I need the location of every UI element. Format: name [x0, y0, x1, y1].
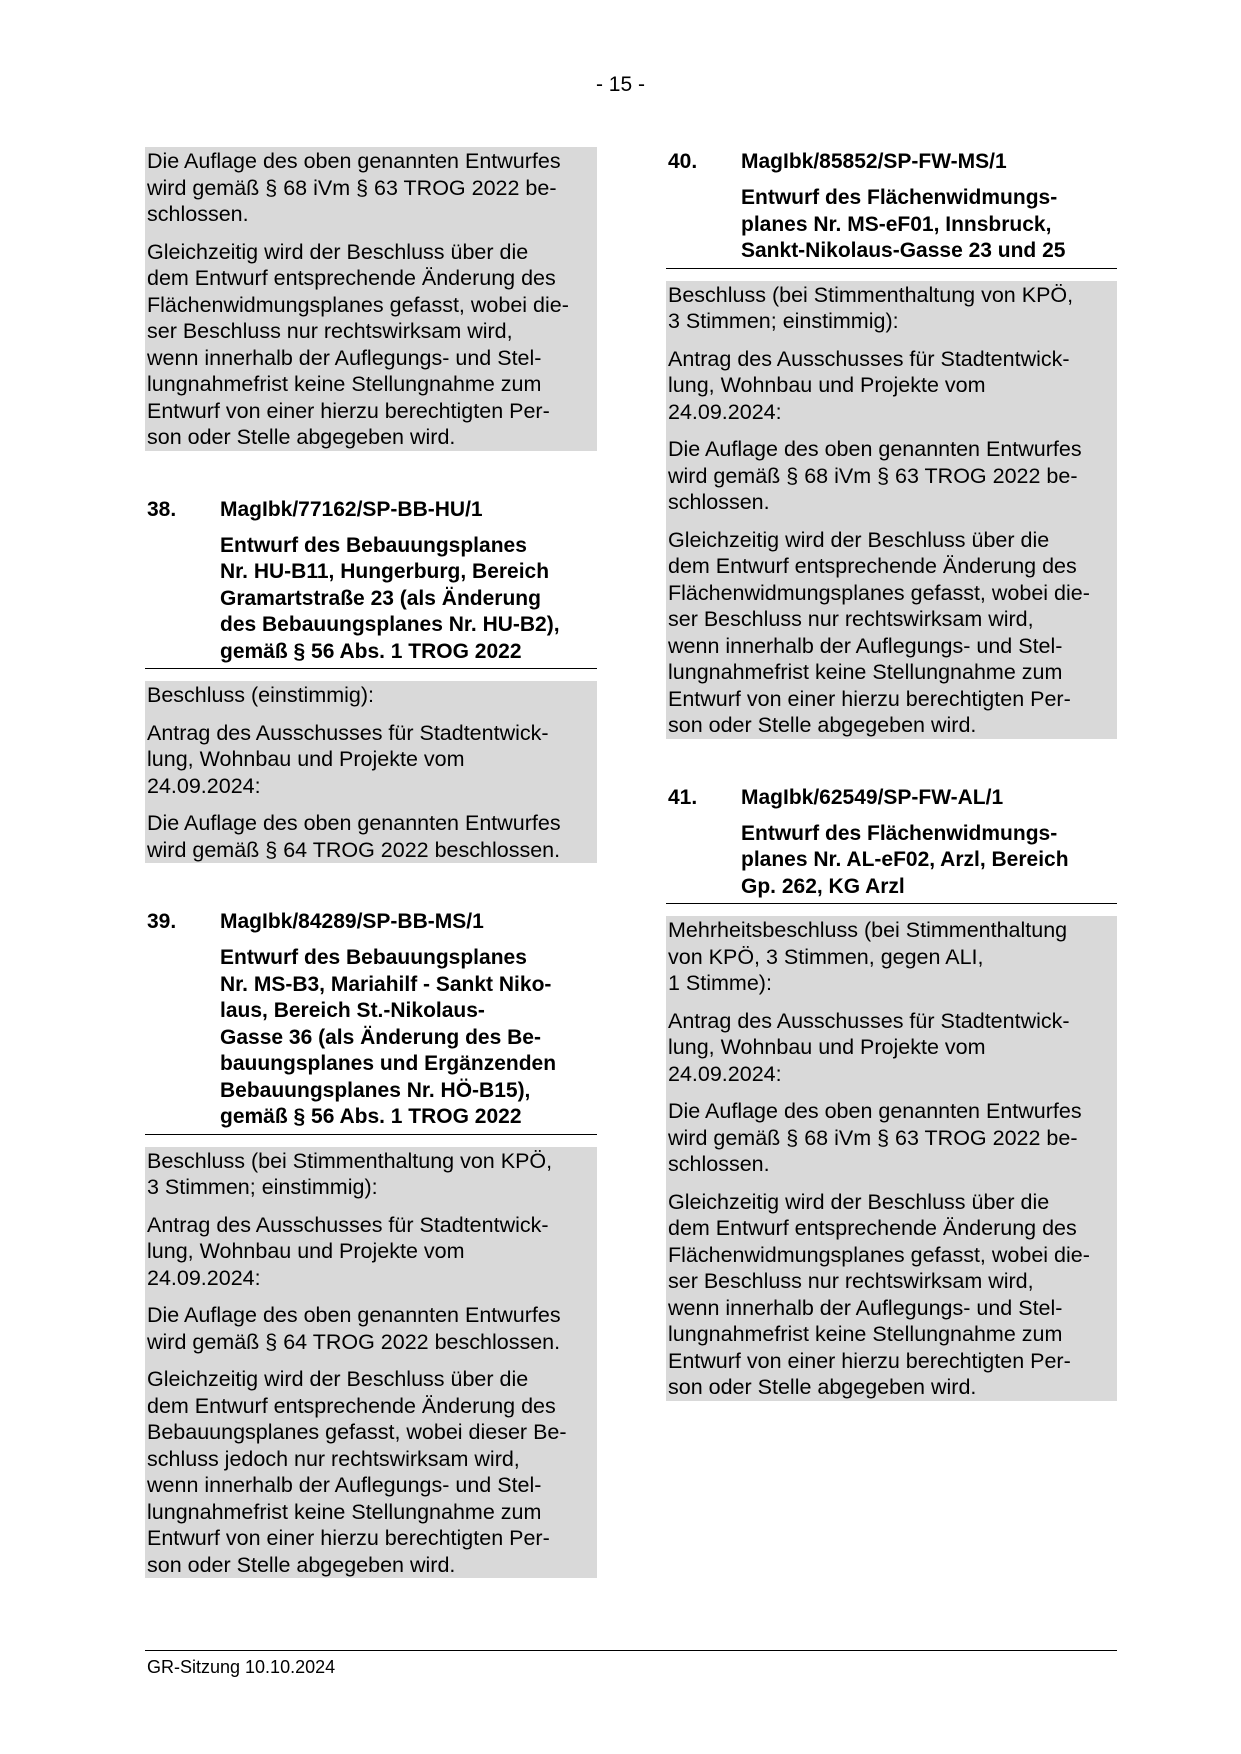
left-column [145, 147, 597, 1579]
divider [666, 903, 1117, 904]
agenda-item-39 [145, 907, 597, 1578]
paragraph: Antrag des Ausschusses für Stadtentwick- lung, Wohnbau und Projekte vom 24.09.2024: [147, 1212, 549, 1290]
resolution-block [145, 681, 597, 863]
divider [145, 668, 597, 669]
resolution-block [666, 281, 1117, 739]
item-title: Entwurf des Bebauungsplanes Nr. HU-B11, Hungerburg, Bereich Gramartstraße 23 (als Änderung des Bebauungsplanes Nr. HU-B2), gemäß § 56 Abs. 1 TROG 2022 [220, 533, 560, 663]
page-number: - 15 - [595, 73, 645, 96]
right-column [666, 147, 1117, 1402]
paragraph: Beschluss (bei Stimmenthaltung von KPÖ, 3 Stimmen; einstimmig): [668, 282, 1074, 333]
item-number: 41. [668, 785, 698, 809]
resolution-block [145, 1147, 597, 1579]
paragraph: Gleichzeitig wird der Beschluss über die dem Entwurf entsprechende Änderung des Flächenwidmungsplanes gefasst, wobei die- ser Beschluss nur rechtswirksam wird, wenn innerhalb der Auflegungs- und Stel- lungnahmefrist keine Stellungnahme zum Entwurf von einer hierzu berechtigten Per- son oder Stelle abgegeben wird. [668, 527, 1090, 737]
item-heading [668, 783, 1117, 811]
paragraph: Beschluss (bei Stimmenthaltung von KPÖ, 3 Stimmen; einstimmig): [147, 1148, 553, 1199]
item-heading [668, 147, 1117, 175]
paragraph: Gleichzeitig wird der Beschluss über die dem Entwurf entsprechende Änderung des Flächenwidmungsplanes gefasst, wobei die- ser Beschluss nur rechtswirksam wird, wenn innerhalb der Auflegungs- und Stel- lungnahmefrist keine Stellungnahme zum Entwurf von einer hierzu berechtigten Per- son oder Stelle abgegeben wird. [147, 239, 569, 449]
footer: GR-Sitzung 10.10.2024 [147, 1657, 336, 1677]
item-number: 38. [147, 497, 177, 521]
item-title: Entwurf des Bebauungsplanes Nr. MS-B3, Mariahilf - Sankt Niko- laus, Bereich St.-Nikolaus- Gasse 36 (als Änderung des Be- bauungsplanes und Ergänzenden Bebauungsplanes Nr. HÖ-B15), gemäß § 56 Abs. 1 TROG 2022 [220, 946, 557, 1128]
paragraph: Die Auflage des oben genannten Entwurfes wird gemäß § 68 iVm § 63 TROG 2022 be- schlossen. [668, 437, 1082, 514]
paragraph: Mehrheitsbeschluss (bei Stimmenthaltung von KPÖ, 3 Stimmen, gegen ALI, 1 Stimme): [668, 918, 1068, 995]
agenda-item-40 [666, 147, 1117, 739]
resolution-block [666, 916, 1117, 1401]
paragraph: Antrag des Ausschusses für Stadtentwick- lung, Wohnbau und Projekte vom 24.09.2024: [668, 346, 1070, 424]
paragraph: Antrag des Ausschusses für Stadtentwick- lung, Wohnbau und Projekte vom 24.09.2024: [147, 720, 549, 798]
agenda-item-38 [145, 495, 597, 864]
item-code: MagIbk/77162/SP-BB-HU/1 [220, 497, 483, 521]
paragraph: Die Auflage des oben genannten Entwurfes wird gemäß § 68 iVm § 63 TROG 2022 be- schlossen. [147, 149, 561, 226]
item-title: Entwurf des Flächenwidmungs- planes Nr. MS-eF01, Innsbruck, Sankt-Nikolaus-Gasse 23 und 25 [741, 186, 1066, 262]
footer-divider [145, 1650, 1117, 1651]
paragraph: Gleichzeitig wird der Beschluss über die dem Entwurf entsprechende Änderung des Bebauungsplanes gefasst, wobei dieser Be- schluss jedoch nur rechtswirksam wird, wenn innerhalb der Auflegungs- und Stel- lungnahmefrist keine Stellungnahme zum Entwurf von einer hierzu berechtigten Per- son oder Stelle abgegeben wird. [147, 1367, 567, 1577]
item-code: MagIbk/62549/SP-FW-AL/1 [741, 785, 1004, 809]
item-title: Entwurf des Flächenwidmungs- planes Nr. AL-eF02, Arzl, Bereich Gp. 262, KG Arzl [741, 821, 1069, 898]
item-number: 39. [147, 910, 177, 933]
divider [666, 268, 1117, 269]
agenda-item-41 [666, 783, 1117, 1401]
divider [145, 1134, 597, 1135]
item-heading [147, 907, 597, 935]
paragraph: Antrag des Ausschusses für Stadtentwick- lung, Wohnbau und Projekte vom 24.09.2024: [668, 1008, 1070, 1086]
paragraph: Gleichzeitig wird der Beschluss über die dem Entwurf entsprechende Änderung des Flächenwidmungsplanes gefasst, wobei die- ser Beschluss nur rechtswirksam wird, wenn innerhalb der Auflegungs- und Stel- lungnahmefrist keine Stellungnahme zum Entwurf von einer hierzu berechtigten Per- son oder Stelle abgegeben wird. [668, 1189, 1090, 1399]
paragraph: Beschluss (einstimmig): [147, 683, 374, 707]
item-code: MagIbk/84289/SP-BB-MS/1 [220, 910, 484, 933]
item-heading [147, 495, 597, 523]
continuation-block [145, 147, 597, 451]
paragraph: Die Auflage des oben genannten Entwurfes wird gemäß § 64 TROG 2022 beschlossen. [147, 811, 561, 862]
item-code: MagIbk/85852/SP-FW-MS/1 [741, 150, 1007, 173]
paragraph: Die Auflage des oben genannten Entwurfes wird gemäß § 64 TROG 2022 beschlossen. [147, 1303, 561, 1354]
paragraph: Die Auflage des oben genannten Entwurfes wird gemäß § 68 iVm § 63 TROG 2022 be- schlossen. [668, 1099, 1082, 1176]
item-number: 40. [668, 150, 698, 173]
